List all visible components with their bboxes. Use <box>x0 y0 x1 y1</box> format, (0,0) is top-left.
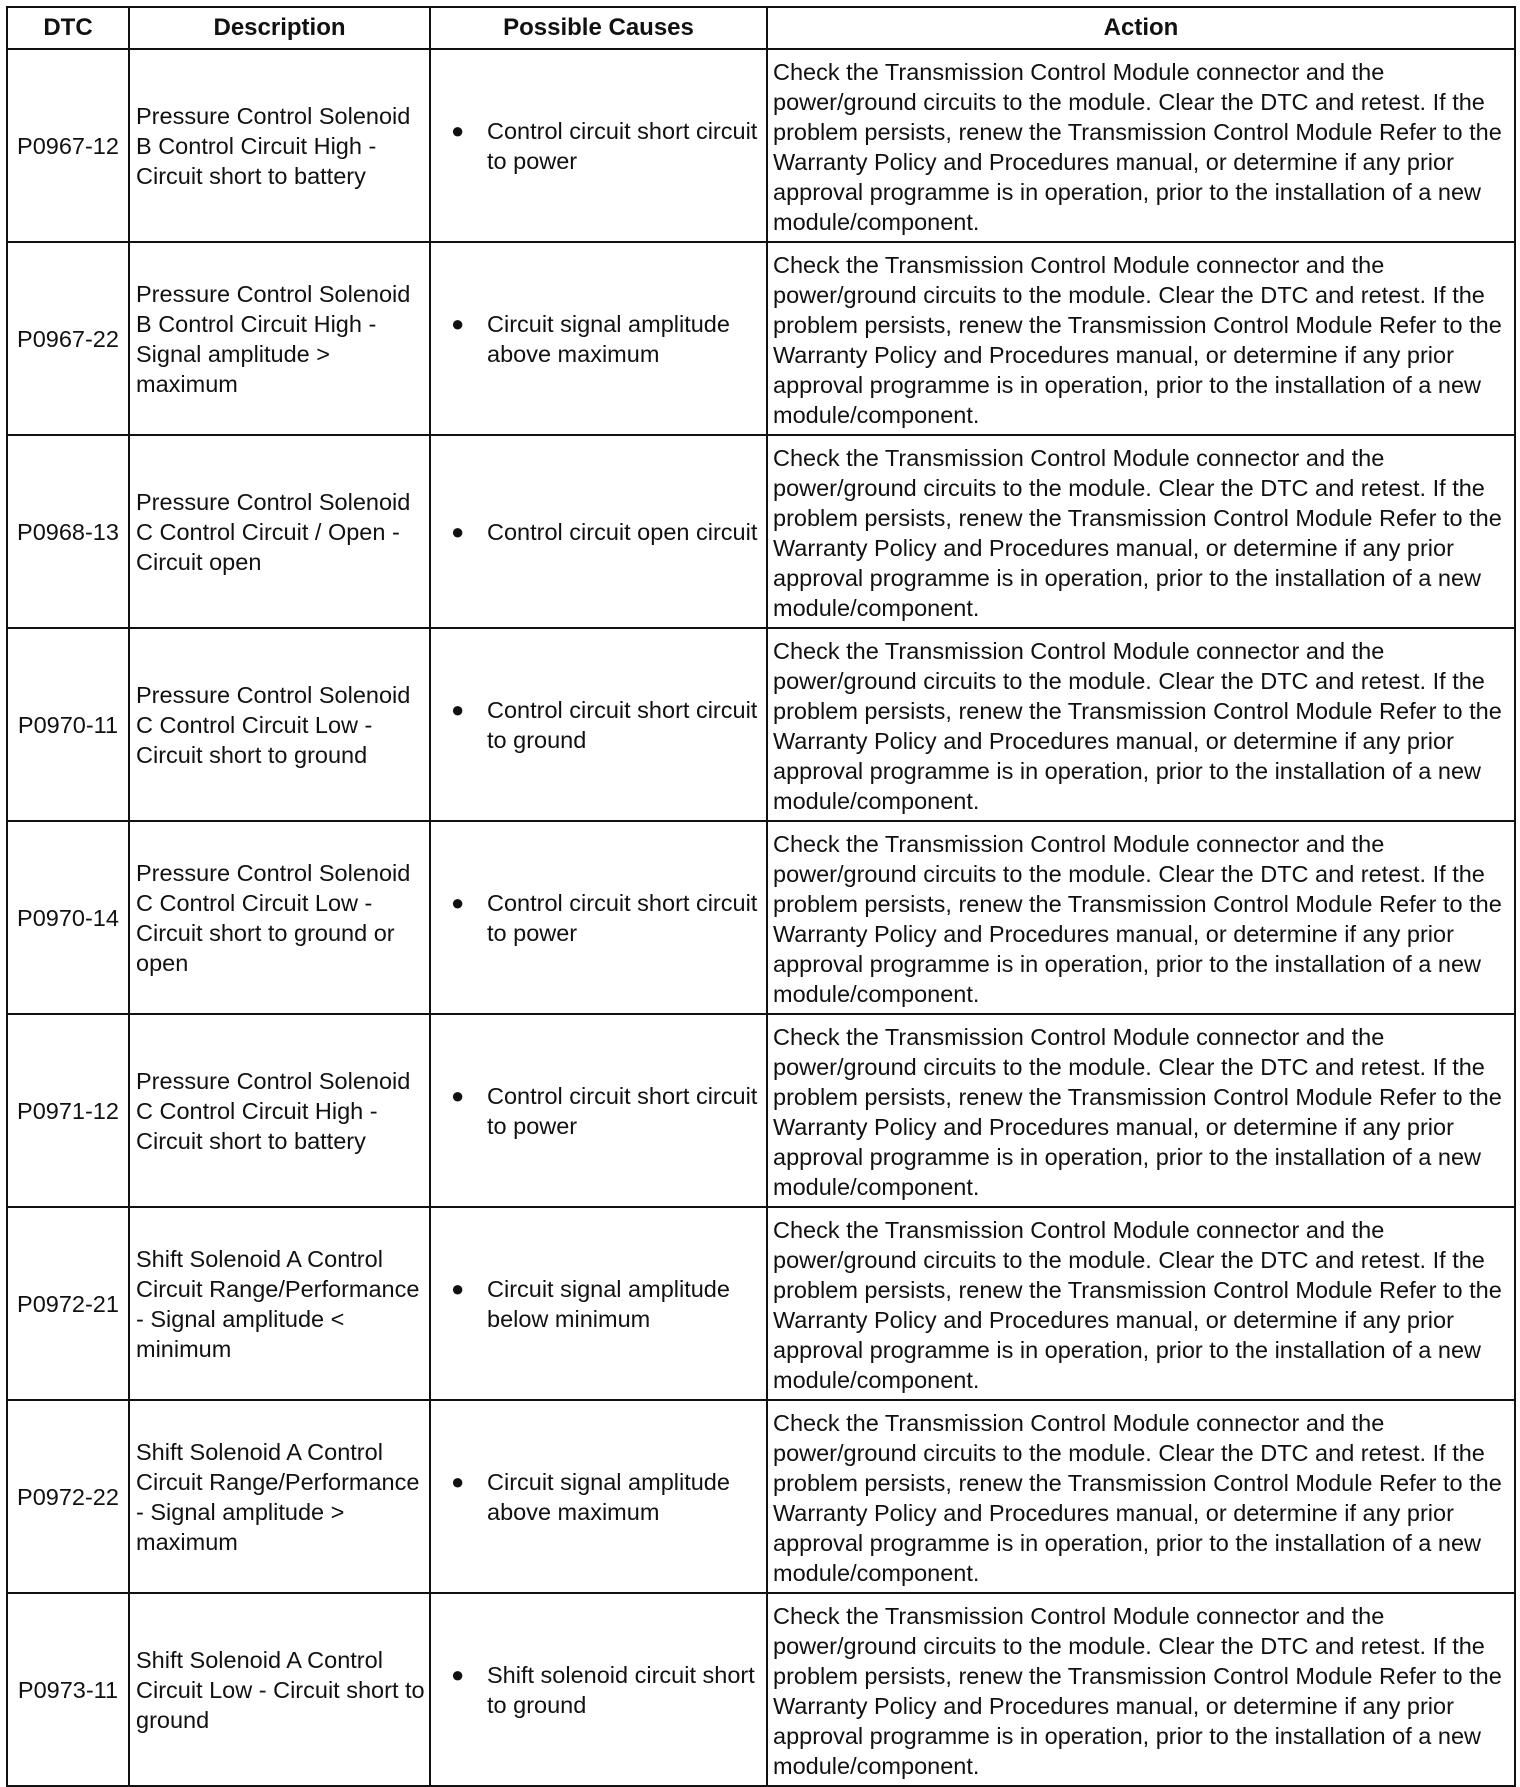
action-text: Check the Transmission Control Module connector and the power/ground circuits to the module. Clear the DTC and retest. If the problem persists, renew the Transmission Control Module Refer to the Warranty Policy and Procedures manual, or determine if any prior approval programme is in operation, prior to the installation of a new module/component. <box>767 49 1515 242</box>
table-header-row <box>7 7 1515 49</box>
action-text: Check the Transmission Control Module connector and the power/ground circuits to the module. Clear the DTC and retest. If the problem persists, renew the Transmission Control Module Refer to the Warranty Policy and Procedures manual, or determine if any prior approval programme is in operation, prior to the installation of a new module/component. <box>767 821 1515 1014</box>
bullet-icon: ● <box>451 1468 465 1494</box>
possible-cause <box>430 49 767 242</box>
table-row <box>7 242 1515 435</box>
action-text: Check the Transmission Control Module connector and the power/ground circuits to the module. Clear the DTC and retest. If the problem persists, renew the Transmission Control Module Refer to the Warranty Policy and Procedures manual, or determine if any prior approval programme is in operation, prior to the installation of a new module/component. <box>767 242 1515 435</box>
possible-cause <box>430 628 767 821</box>
dtc-code: P0970-11 <box>7 628 129 821</box>
possible-cause <box>430 1207 767 1400</box>
bullet-icon: ● <box>451 889 465 915</box>
header-dtc: DTC <box>7 7 129 49</box>
dtc-code: P0967-22 <box>7 242 129 435</box>
bullet-icon: ● <box>451 1275 465 1301</box>
possible-cause <box>430 1593 767 1786</box>
header-description: Description <box>129 7 430 49</box>
possible-cause-text: Shift solenoid circuit short to ground <box>487 1661 755 1718</box>
dtc-description: Pressure Control Solenoid C Control Circuit Low - Circuit short to ground <box>129 628 430 821</box>
possible-cause <box>430 821 767 1014</box>
action-text: Check the Transmission Control Module connector and the power/ground circuits to the module. Clear the DTC and retest. If the problem persists, renew the Transmission Control Module Refer to the Warranty Policy and Procedures manual, or determine if any prior approval programme is in operation, prior to the installation of a new module/component. <box>767 1014 1515 1207</box>
possible-cause <box>430 1400 767 1593</box>
dtc-description: Shift Solenoid A Control Circuit Low - Circuit short to ground <box>129 1593 430 1786</box>
bullet-icon: ● <box>451 117 465 143</box>
table-row <box>7 49 1515 242</box>
action-text: Check the Transmission Control Module connector and the power/ground circuits to the module. Clear the DTC and retest. If the problem persists, renew the Transmission Control Module Refer to the Warranty Policy and Procedures manual, or determine if any prior approval programme is in operation, prior to the installation of a new module/component. <box>767 1207 1515 1400</box>
bullet-icon: ● <box>451 1661 465 1687</box>
table-row <box>7 1400 1515 1593</box>
dtc-code: P0968-13 <box>7 435 129 628</box>
dtc-code: P0967-12 <box>7 49 129 242</box>
possible-cause-text: Control circuit open circuit <box>487 518 758 545</box>
table-row <box>7 1593 1515 1786</box>
bullet-icon: ● <box>451 518 465 544</box>
possible-cause-text: Control circuit short circuit to power <box>487 117 758 174</box>
dtc-description: Pressure Control Solenoid C Control Circuit / Open - Circuit open <box>129 435 430 628</box>
dtc-description: Pressure Control Solenoid C Control Circuit Low - Circuit short to ground or open <box>129 821 430 1014</box>
possible-cause <box>430 435 767 628</box>
dtc-code: P0970-14 <box>7 821 129 1014</box>
bullet-icon: ● <box>451 310 465 336</box>
header-possible-causes: Possible Causes <box>430 7 767 49</box>
dtc-description: Pressure Control Solenoid B Control Circuit High - Circuit short to battery <box>129 49 430 242</box>
header-action: Action <box>767 7 1515 49</box>
dtc-code: P0971-12 <box>7 1014 129 1207</box>
table-row <box>7 821 1515 1014</box>
dtc-description: Shift Solenoid A Control Circuit Range/Performance - Signal amplitude < minimum <box>129 1207 430 1400</box>
dtc-code: P0973-11 <box>7 1593 129 1786</box>
table-row <box>7 1014 1515 1207</box>
possible-cause-text: Control circuit short circuit to power <box>487 1082 758 1139</box>
dtc-code: P0972-22 <box>7 1400 129 1593</box>
table-row <box>7 1207 1515 1400</box>
bullet-icon: ● <box>451 696 465 722</box>
action-text: Check the Transmission Control Module connector and the power/ground circuits to the module. Clear the DTC and retest. If the problem persists, renew the Transmission Control Module Refer to the Warranty Policy and Procedures manual, or determine if any prior approval programme is in operation, prior to the installation of a new module/component. <box>767 628 1515 821</box>
action-text: Check the Transmission Control Module connector and the power/ground circuits to the module. Clear the DTC and retest. If the problem persists, renew the Transmission Control Module Refer to the Warranty Policy and Procedures manual, or determine if any prior approval programme is in operation, prior to the installation of a new module/component. <box>767 1400 1515 1593</box>
possible-cause <box>430 1014 767 1207</box>
possible-cause <box>430 242 767 435</box>
dtc-table <box>6 6 1516 1787</box>
dtc-description: Pressure Control Solenoid C Control Circuit High - Circuit short to battery <box>129 1014 430 1207</box>
table-body <box>7 49 1515 1786</box>
possible-cause-text: Circuit signal amplitude above maximum <box>487 310 730 367</box>
table-row <box>7 435 1515 628</box>
bullet-icon: ● <box>451 1082 465 1108</box>
action-text: Check the Transmission Control Module connector and the power/ground circuits to the module. Clear the DTC and retest. If the problem persists, renew the Transmission Control Module Refer to the Warranty Policy and Procedures manual, or determine if any prior approval programme is in operation, prior to the installation of a new module/component. <box>767 435 1515 628</box>
possible-cause-text: Circuit signal amplitude below minimum <box>487 1275 730 1332</box>
possible-cause-text: Circuit signal amplitude above maximum <box>487 1468 730 1525</box>
action-text: Check the Transmission Control Module connector and the power/ground circuits to the module. Clear the DTC and retest. If the problem persists, renew the Transmission Control Module Refer to the Warranty Policy and Procedures manual, or determine if any prior approval programme is in operation, prior to the installation of a new module/component. <box>767 1593 1515 1786</box>
dtc-description: Pressure Control Solenoid B Control Circuit High - Signal amplitude > maximum <box>129 242 430 435</box>
table-row <box>7 628 1515 821</box>
dtc-description: Shift Solenoid A Control Circuit Range/Performance - Signal amplitude > maximum <box>129 1400 430 1593</box>
dtc-code: P0972-21 <box>7 1207 129 1400</box>
possible-cause-text: Control circuit short circuit to ground <box>487 696 758 753</box>
possible-cause-text: Control circuit short circuit to power <box>487 889 758 946</box>
